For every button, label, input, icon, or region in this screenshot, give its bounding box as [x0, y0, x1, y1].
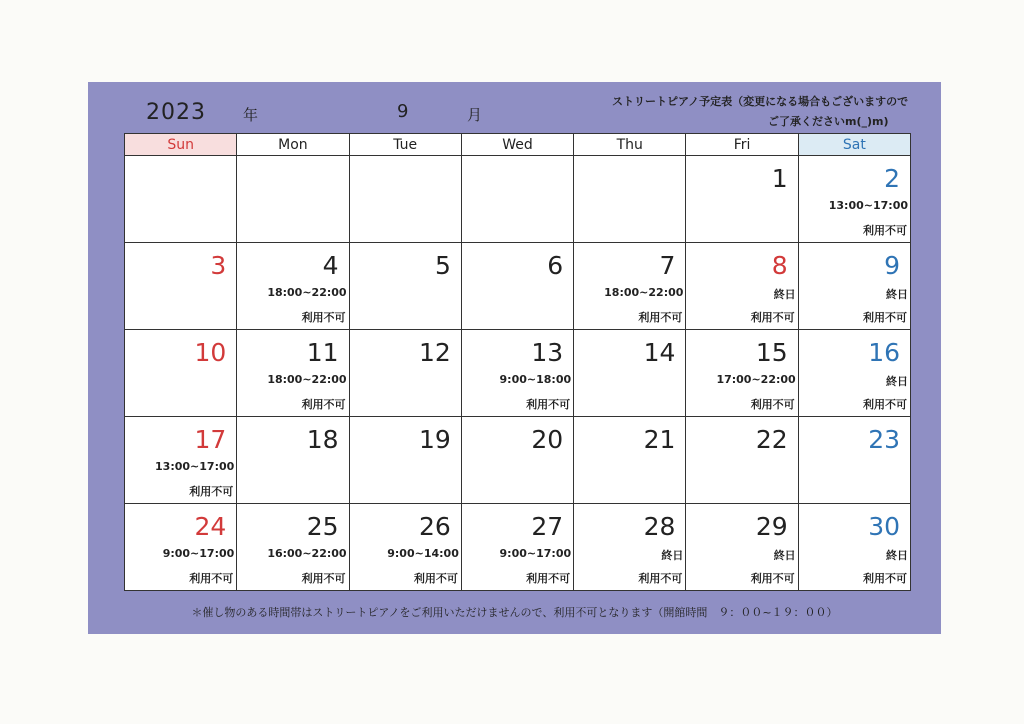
- day-cell: [237, 330, 349, 417]
- availability-note: 利用不可: [189, 485, 234, 498]
- weekday-header-row: [125, 134, 911, 156]
- day-cell: [349, 156, 461, 243]
- day-number: 7: [659, 251, 676, 280]
- event-time: 終日: [773, 549, 796, 562]
- day-number: 14: [643, 338, 676, 367]
- day-number: 1: [771, 164, 788, 193]
- day-cell: [686, 417, 798, 504]
- availability-note: 利用不可: [526, 398, 571, 411]
- event-time: 終日: [886, 375, 908, 388]
- day-cell: [461, 243, 573, 330]
- calendar-grid: [124, 133, 911, 591]
- footer-note: ＊催し物のある時間帯はストリートピアノをご利用いただけませんので、利用不可となります（開館時間 ９：００~１９：００）: [191, 606, 838, 619]
- day-cell: [461, 417, 573, 504]
- week-row: [125, 330, 911, 417]
- event-time: 終日: [886, 549, 908, 562]
- day-number: 3: [210, 251, 227, 280]
- week-row: [125, 243, 911, 330]
- event-time: 17:00~22:00: [716, 373, 796, 386]
- day-number: 13: [531, 338, 564, 367]
- year-label: 2023: [146, 100, 206, 125]
- week-row: [125, 504, 911, 591]
- day-number: 10: [194, 338, 227, 367]
- month-label: 9: [397, 101, 409, 122]
- schedule-note-line1: ストリートピアノ予定表（変更になる場合もございますので: [612, 95, 909, 108]
- day-number: 25: [306, 512, 339, 541]
- day-cell: [349, 330, 461, 417]
- event-time: 18:00~22:00: [267, 373, 347, 386]
- day-number: 11: [306, 338, 339, 367]
- availability-note: 利用不可: [863, 572, 907, 585]
- event-time: 終日: [661, 549, 684, 562]
- day-cell: [686, 504, 798, 591]
- day-number: 4: [322, 251, 339, 280]
- availability-note: 利用不可: [863, 398, 907, 411]
- day-number: 27: [531, 512, 564, 541]
- event-time: 9:00~17:00: [162, 547, 235, 560]
- day-cell: [237, 243, 349, 330]
- day-cell: [574, 417, 686, 504]
- week-row: [125, 417, 911, 504]
- day-cell: [349, 243, 461, 330]
- day-number: 12: [419, 338, 451, 367]
- day-cell: [349, 504, 461, 591]
- event-time: 9:00~14:00: [387, 547, 459, 560]
- day-cell: [798, 330, 910, 417]
- availability-note: 利用不可: [638, 311, 683, 324]
- availability-note: 利用不可: [863, 311, 907, 324]
- day-number: 2: [884, 164, 900, 193]
- availability-note: 利用不可: [189, 572, 234, 585]
- day-number: 9: [884, 251, 900, 280]
- day-number: 28: [643, 512, 676, 541]
- weekday-sun: Sun: [125, 134, 237, 156]
- availability-note: 利用不可: [750, 311, 795, 324]
- weekday-fri: Fri: [686, 134, 798, 156]
- day-number: 30: [868, 512, 900, 541]
- week-row: [125, 156, 911, 243]
- event-time: 9:00~17:00: [499, 547, 572, 560]
- day-number: 17: [194, 425, 227, 454]
- day-cell: [461, 156, 573, 243]
- day-number: 26: [419, 512, 451, 541]
- day-cell: [125, 156, 237, 243]
- year-unit: 年: [243, 106, 259, 124]
- day-number: 6: [547, 251, 564, 280]
- day-number: 8: [771, 251, 788, 280]
- availability-note: 利用不可: [750, 398, 795, 411]
- day-cell: [574, 156, 686, 243]
- day-cell: [125, 243, 237, 330]
- day-cell: [686, 330, 798, 417]
- day-number: 20: [531, 425, 564, 454]
- weekday-tue: Tue: [349, 134, 461, 156]
- availability-note: 利用不可: [301, 311, 346, 324]
- day-cell: [237, 504, 349, 591]
- event-time: 18:00~22:00: [267, 286, 347, 299]
- weekday-sat: Sat: [798, 134, 910, 156]
- day-cell: [461, 504, 573, 591]
- day-cell: [349, 417, 461, 504]
- availability-note: 利用不可: [301, 572, 346, 585]
- event-time: 終日: [886, 288, 908, 301]
- weekday-wed: Wed: [461, 134, 573, 156]
- day-number: 22: [755, 425, 788, 454]
- day-number: 18: [306, 425, 339, 454]
- availability-note: 利用不可: [413, 572, 458, 585]
- day-cell: [574, 243, 686, 330]
- day-cell: [798, 243, 910, 330]
- day-cell: [686, 243, 798, 330]
- day-cell: [798, 417, 910, 504]
- availability-note: 利用不可: [750, 572, 795, 585]
- weekday-thu: Thu: [574, 134, 686, 156]
- day-cell: [237, 417, 349, 504]
- event-time: 18:00~22:00: [604, 286, 684, 299]
- availability-note: 利用不可: [863, 224, 907, 237]
- day-cell: [574, 504, 686, 591]
- day-cell: [798, 156, 910, 243]
- day-cell: [574, 330, 686, 417]
- month-unit: 月: [467, 106, 483, 124]
- schedule-note-line2: ご了承くださいm(_)m): [768, 115, 889, 128]
- day-number: 19: [419, 425, 451, 454]
- day-number: 5: [434, 251, 451, 280]
- day-number: 15: [755, 338, 788, 367]
- event-time: 9:00~18:00: [499, 373, 572, 386]
- weekday-mon: Mon: [237, 134, 349, 156]
- day-number: 29: [755, 512, 788, 541]
- day-cell: [125, 330, 237, 417]
- availability-note: 利用不可: [301, 398, 346, 411]
- day-cell: [125, 504, 237, 591]
- availability-note: 利用不可: [526, 572, 571, 585]
- day-number: 16: [868, 338, 900, 367]
- event-time: 13:00~17:00: [828, 199, 908, 212]
- event-time: 終日: [773, 288, 796, 301]
- day-number: 23: [868, 425, 900, 454]
- day-cell: [798, 504, 910, 591]
- day-number: 21: [643, 425, 676, 454]
- day-cell: [237, 156, 349, 243]
- event-time: 16:00~22:00: [267, 547, 347, 560]
- availability-note: 利用不可: [638, 572, 683, 585]
- day-cell: [461, 330, 573, 417]
- event-time: 13:00~17:00: [155, 460, 235, 473]
- day-cell: [125, 417, 237, 504]
- day-number: 24: [194, 512, 227, 541]
- day-cell: [686, 156, 798, 243]
